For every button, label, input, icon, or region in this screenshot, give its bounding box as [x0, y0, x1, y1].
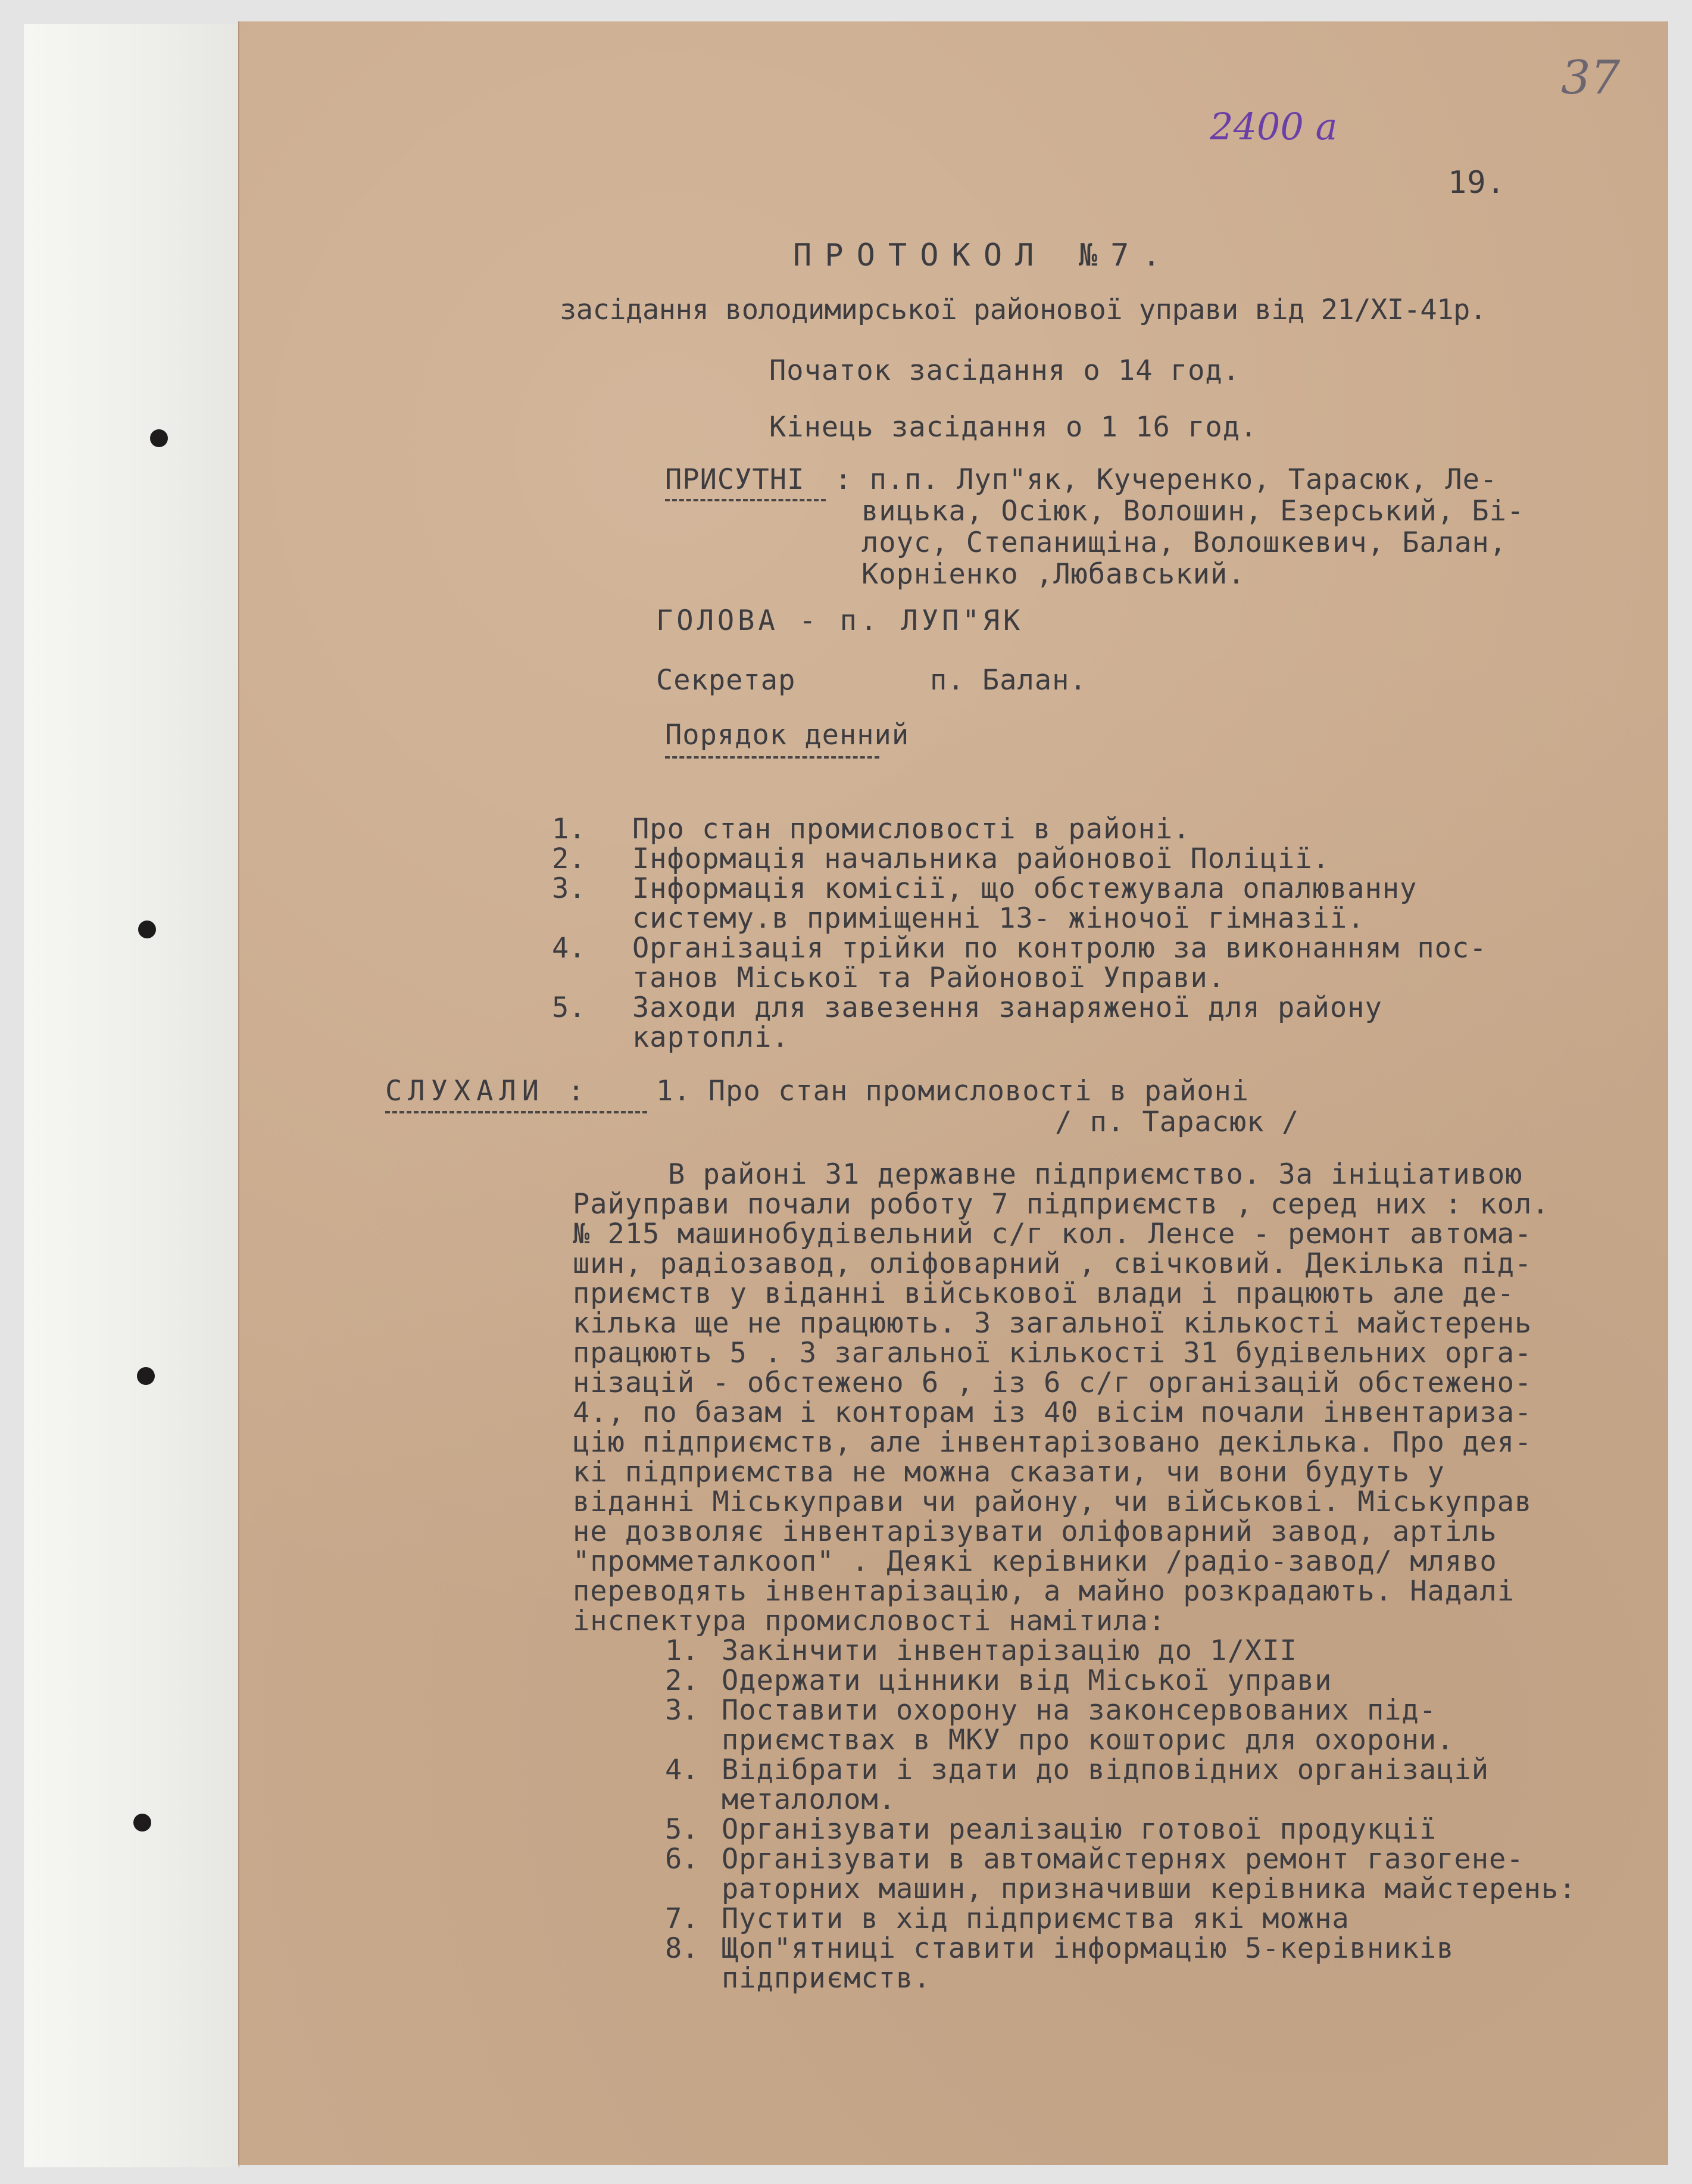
task-1-number: 1.	[665, 1634, 699, 1667]
task-4-line-1: Відібрати і здати до відповідних організацій	[722, 1754, 1490, 1786]
agenda-title: Порядок денний	[665, 719, 910, 751]
punch-hole	[133, 1814, 151, 1832]
present-label: ПРИСУТНІ	[665, 463, 805, 496]
secretary-label: Секретар	[656, 664, 796, 697]
present-line-3: лоус, Степанищіна, Волошкевич, Балан,	[861, 526, 1507, 559]
chair: ГОЛОВА - п. ЛУП"ЯК	[656, 604, 1024, 637]
agenda-item-3-line-2: систему.в приміщенні 13- жіночої гімназії.	[632, 902, 1365, 935]
task-6-line-2: раторних машин, призначивши керівника майстерень:	[722, 1873, 1577, 1905]
corner-page-number: 37	[1561, 51, 1621, 105]
task-7-number: 7.	[665, 1902, 699, 1935]
task-6-number: 6.	[665, 1843, 699, 1876]
task-2-number: 2.	[665, 1664, 699, 1697]
task-3-line-1: Поставити охорону на законсервованих під-	[722, 1694, 1437, 1727]
present-line-4: Корніенко ,Любавський.	[861, 558, 1245, 591]
present-underline	[665, 499, 826, 501]
agenda-item-5-line-2: картоплі.	[632, 1021, 789, 1054]
task-3-line-2: приємствах в МКУ про кошторис для охорони.	[722, 1724, 1454, 1756]
agenda-underline	[665, 756, 879, 759]
body-line-1: В районі 31 державне підприємство. За ініціативою	[668, 1158, 1523, 1191]
task-3-number: 3.	[665, 1694, 699, 1727]
present-line-2: вицька, Осіюк, Волошин, Езерський, Бі-	[861, 495, 1525, 528]
task-8-number: 8.	[665, 1932, 699, 1965]
protocol-subtitle: засідання володимирської районової управи від 21/XI-41р.	[560, 294, 1487, 326]
body-line-13: не дозволяє інвентарізувати оліфоварний завод, артіль	[573, 1515, 1497, 1548]
task-2-line-1: Одержати цінники від Міської управи	[722, 1664, 1332, 1697]
body-line-8: нізацій - обстежено 6 , із 6 с/г організацій обстежено-	[573, 1366, 1532, 1399]
agenda-item-3-line-1: Інформація комісії, що обстежувала опалюванну	[632, 872, 1418, 905]
present-line-1: : п.п. Луп"як, Кучеренко, Тарасюк, Ле-	[835, 463, 1498, 496]
body-line-5: приємств у віданні військової влади і працюють але де-	[573, 1277, 1515, 1310]
body-line-14: "промметалкооп" . Деякі керівники /радіо-завод/ мляво	[573, 1545, 1497, 1578]
task-4-line-2: металолом.	[722, 1783, 896, 1816]
punch-hole	[150, 429, 168, 447]
body-line-10: цію підприємств, але інвентарізовано декілька. Про дея-	[573, 1426, 1532, 1459]
archive-number: 2400 а	[1210, 105, 1338, 148]
task-4-number: 4.	[665, 1754, 699, 1786]
heard-speaker: / п. Тарасюк /	[1055, 1106, 1300, 1138]
body-line-11: кі підприємства не можна сказати, чи вони будуть у	[573, 1456, 1445, 1489]
punch-hole	[137, 1367, 155, 1385]
heard-item-1: 1. Про стан промисловості в районі	[656, 1075, 1250, 1107]
agenda-item-4-line-1: Організація трійки по контролю за виконанням пос-	[632, 932, 1487, 965]
heard-label: СЛУХАЛИ :	[385, 1075, 591, 1107]
agenda-item-2-number: 2.	[552, 843, 586, 875]
start-time: Початок засідання о 14 год.	[769, 354, 1241, 387]
end-time: Кінець засідання о 1 16 год.	[769, 411, 1258, 444]
agenda-item-1-number: 1.	[552, 813, 586, 845]
body-line-9: 4., по базам і конторам із 40 вісім почали інвентаризa-	[573, 1396, 1532, 1429]
task-1-line-1: Закінчити інвентарізацію до 1/XII	[722, 1634, 1297, 1667]
body-line-6: кілька ще не працюють. З загальної кількості майстерень	[573, 1307, 1532, 1340]
agenda-item-3-number: 3.	[552, 872, 586, 905]
heard-underline	[385, 1111, 647, 1113]
body-line-15: переводять інвентарізацію, а майно розкрадають. Надалі	[573, 1575, 1515, 1608]
body-line-3: № 215 машинобудівельний с/г кол. Ленсе - ремонт автома-	[573, 1218, 1532, 1250]
body-line-4: шин, радіозавод, оліфоварний , свічковий. Декілька під-	[573, 1247, 1532, 1280]
task-7-line-1: Пустити в хід підприємства які можна	[722, 1902, 1350, 1935]
tissue-strip	[24, 24, 240, 2167]
agenda-item-4-line-2: танов Міської та Районової Управи.	[632, 962, 1226, 994]
task-5-line-1: Організувати реалізацію готової продукції	[722, 1813, 1437, 1846]
agenda-item-1-line-1: Про стан промисловості в районі.	[632, 813, 1191, 845]
punch-hole	[138, 921, 156, 938]
agenda-item-5-line-1: Заходи для завезення занаряженої для району	[632, 991, 1382, 1024]
task-8-line-1: Щоп"ятниці ставити інформацію 5-керівників	[722, 1932, 1454, 1965]
protocol-title: ПРОТОКОЛ №7.	[793, 238, 1174, 273]
secretary-name: п. Балан.	[930, 664, 1087, 697]
agenda-item-4-number: 4.	[552, 932, 586, 965]
body-line-16: інспектура промисловості намітила:	[573, 1605, 1166, 1637]
agenda-item-5-number: 5.	[552, 991, 586, 1024]
task-6-line-1: Організувати в автомайстернях ремонт газогене-	[722, 1843, 1524, 1876]
sheet-number: 19.	[1448, 165, 1506, 201]
document-page	[238, 21, 1668, 2165]
task-8-line-2: підприємств.	[722, 1962, 931, 1995]
agenda-item-2-line-1: Інформація начальника районової Поліції.	[632, 843, 1330, 875]
body-line-12: віданні Міськуправи чи району, чи військові. Міськуправ	[573, 1486, 1532, 1518]
body-line-2: Райуправи почали роботу 7 підприємств , серед них : кол.	[573, 1188, 1550, 1221]
body-line-7: працюють 5 . З загальної кількості 31 будівельних орга-	[573, 1337, 1532, 1369]
task-5-number: 5.	[665, 1813, 699, 1846]
